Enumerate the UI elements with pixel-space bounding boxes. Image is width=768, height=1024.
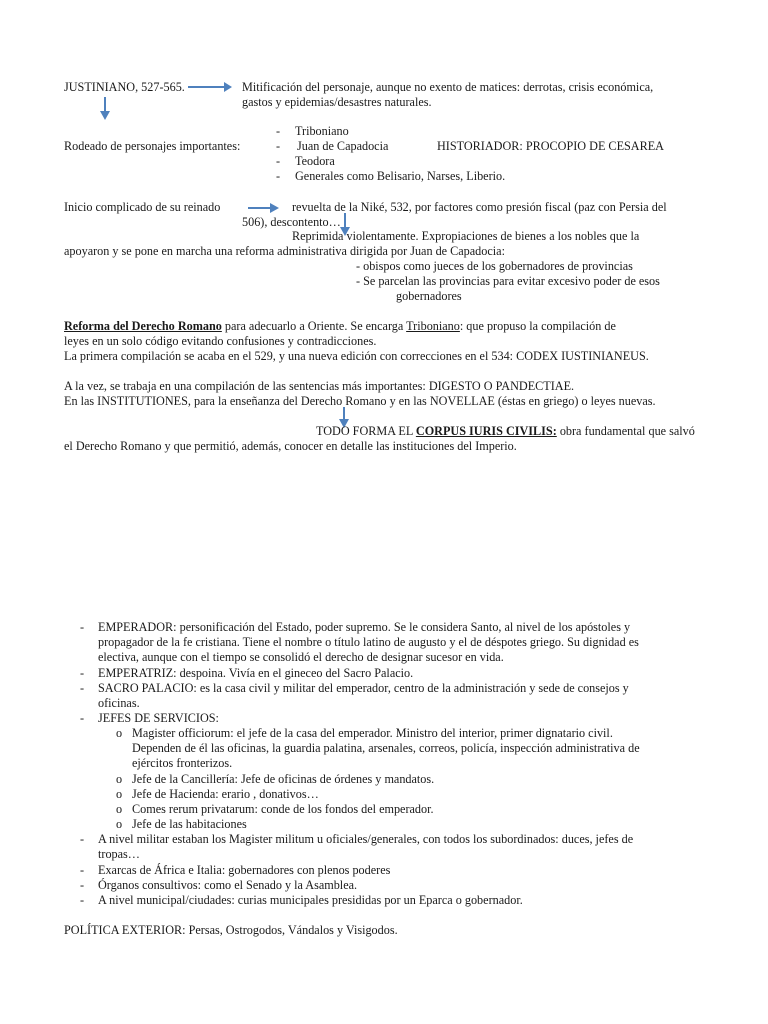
repressed-line-1: Reprimida violentamente. Expropiaciones de bienes a los nobles que la [292,229,640,243]
circle-bullet: o [116,802,123,816]
arrow-down-icon [98,96,112,122]
arrow-right-icon [186,80,234,94]
organos-line: Órganos consultivos: como el Senado y la Asamblea. [98,878,358,892]
myth-line-2: gastos y epidemias/desastres naturales. [242,95,432,109]
dash-bullet: - [80,620,85,634]
comes-line: Comes rerum privatarum: conde de los fondos del emperador. [132,802,434,816]
corpus-text: obra fundamental que salvó [556,424,695,438]
habitaciones-line: Jefe de las habitaciones [132,817,247,831]
person-teodora: Teodora [295,154,335,168]
person-generals: Generales como Belisario, Narses, Liberio. [295,169,506,183]
hacienda-line: Jefe de Hacienda: erario , donativos… [132,787,319,801]
circle-bullet: o [116,772,123,786]
emperador-line-3: electiva, aunque con el tiempo se consolidó el derecho de designar sucesor en vida. [98,650,504,664]
jefes-line: JEFES DE SERVICIOS: [98,711,219,725]
dash-bullet: - [276,139,281,153]
emperador-line-2: propagador de la fe cristiana. Tiene el nombre o título latino de augusto y el de déspotes griego. Su dignidad es [98,635,639,649]
law-paragraph-line-1 [64,319,616,334]
reform-item-1: - obispos como jueces de los gobernadores de provincias [356,259,633,273]
magister-line-2: Dependen de él las oficinas, la guardia palatina, arsenales, correos, policía, inspección administrativa de [132,741,640,755]
dash-bullet: - [276,154,281,168]
cancilleria-line: Jefe de la Cancillería: Jefe de oficinas de órdenes y mandatos. [132,772,435,786]
start-label: Inicio complicado de su reinado [64,200,221,214]
palacio-line-2: oficinas. [98,696,140,710]
person-triboniano: Triboniano [295,124,349,138]
dash-bullet: - [80,711,85,725]
institutiones-line: En las INSTITUTIONES, para la enseñanza del Derecho Romano y en las NOVELLAE (éstas en griego) o leyes nuevas. [64,394,656,408]
surround-label: Rodeado de personajes importantes: [64,139,241,153]
reform-item-3: gobernadores [396,289,462,303]
corpus-line-1 [316,424,695,439]
revolt-line-1: revuelta de la Niké, 532, por factores como presión fiscal (paz con Persia del [292,200,667,214]
dash-bullet: - [276,169,281,183]
repressed-line-2: apoyaron y se pone en marcha una reforma administrativa dirigida por Juan de Capadocia: [64,244,505,258]
exterior-line: POLÍTICA EXTERIOR: Persas, Ostrogodos, Vándalos y Visigodos. [64,923,398,937]
circle-bullet: o [116,787,123,801]
digest-line: A la vez, se trabaja en una compilación de las sentencias más importantes: DIGESTO O PANDECTIAE. [64,379,575,393]
corpus-heading: CORPUS IURIS CIVILIS: [415,424,557,438]
emperatriz-line: EMPERATRIZ: despoina. Vivía en el gineceo del Sacro Palacio. [98,666,414,680]
palacio-line-1: SACRO PALACIO: es la casa civil y militar del emperador, centro de la administración y sede de consejos y [98,681,629,695]
law-paragraph-line-2: leyes en un solo código evitando confusiones y contradicciones. [64,334,377,348]
circle-bullet: o [116,726,123,740]
person-juan: Juan de Capadocia [297,139,389,153]
arrow-right-icon [246,198,282,214]
circle-bullet: o [116,817,123,831]
myth-line-1: Mitificación del personaje, aunque no exento de matices: derrotas, crisis económica, [242,80,654,94]
historian: HISTORIADOR: PROCOPIO DE CESAREA [437,139,664,153]
dash-bullet: - [80,893,85,907]
magister-line-3: ejércitos fronterizos. [132,756,233,770]
exarcas-line: Exarcas de África e Italia: gobernadores con plenos poderes [98,863,391,877]
law-text: para adecuarlo a Oriente. Se encarga [221,319,407,333]
reform-item-2: - Se parcelan las provincias para evitar excesivo poder de esos [356,274,660,288]
emperador-line-1: EMPERADOR: personificación del Estado, poder supremo. Se le considera Santo, al nivel de los apóstoles y [98,620,631,634]
dash-bullet: - [80,666,85,680]
dash-bullet: - [80,832,85,846]
dash-bullet: - [276,124,281,138]
law-heading: Reforma del Derecho Romano [64,319,222,333]
militar-line-1: A nivel militar estaban los Magister militum u oficiales/generales, con todos los subordinados: duces, jefes de [98,832,634,846]
section-title: JUSTINIANO, 527-565. [64,80,185,94]
triboniano-link-text: Triboniano [406,319,460,333]
dash-bullet: - [80,863,85,877]
revolt-line-2: 506), descontento… [242,215,341,229]
dash-bullet: - [80,681,85,695]
law-text: : que propuso la compilación de [459,319,616,333]
militar-line-2: tropas… [98,847,140,861]
municipal-line: A nivel municipal/ciudades: curias municipales presididas por un Eparca o gobernador. [98,893,523,907]
dash-bullet: - [80,878,85,892]
corpus-line-2: el Derecho Romano y que permitió, además, conocer en detalle las instituciones del Imperio. [64,439,517,453]
law-paragraph-line-3: La primera compilación se acaba en el 529, y una nueva edición con correcciones en el 534: CODEX IUSTINIANEUS. [64,349,649,363]
corpus-text: TODO FORMA EL [316,424,416,438]
magister-line-1: Magister officiorum: el jefe de la casa del emperador. Ministro del interior, primer dignatario civil. [132,726,613,740]
